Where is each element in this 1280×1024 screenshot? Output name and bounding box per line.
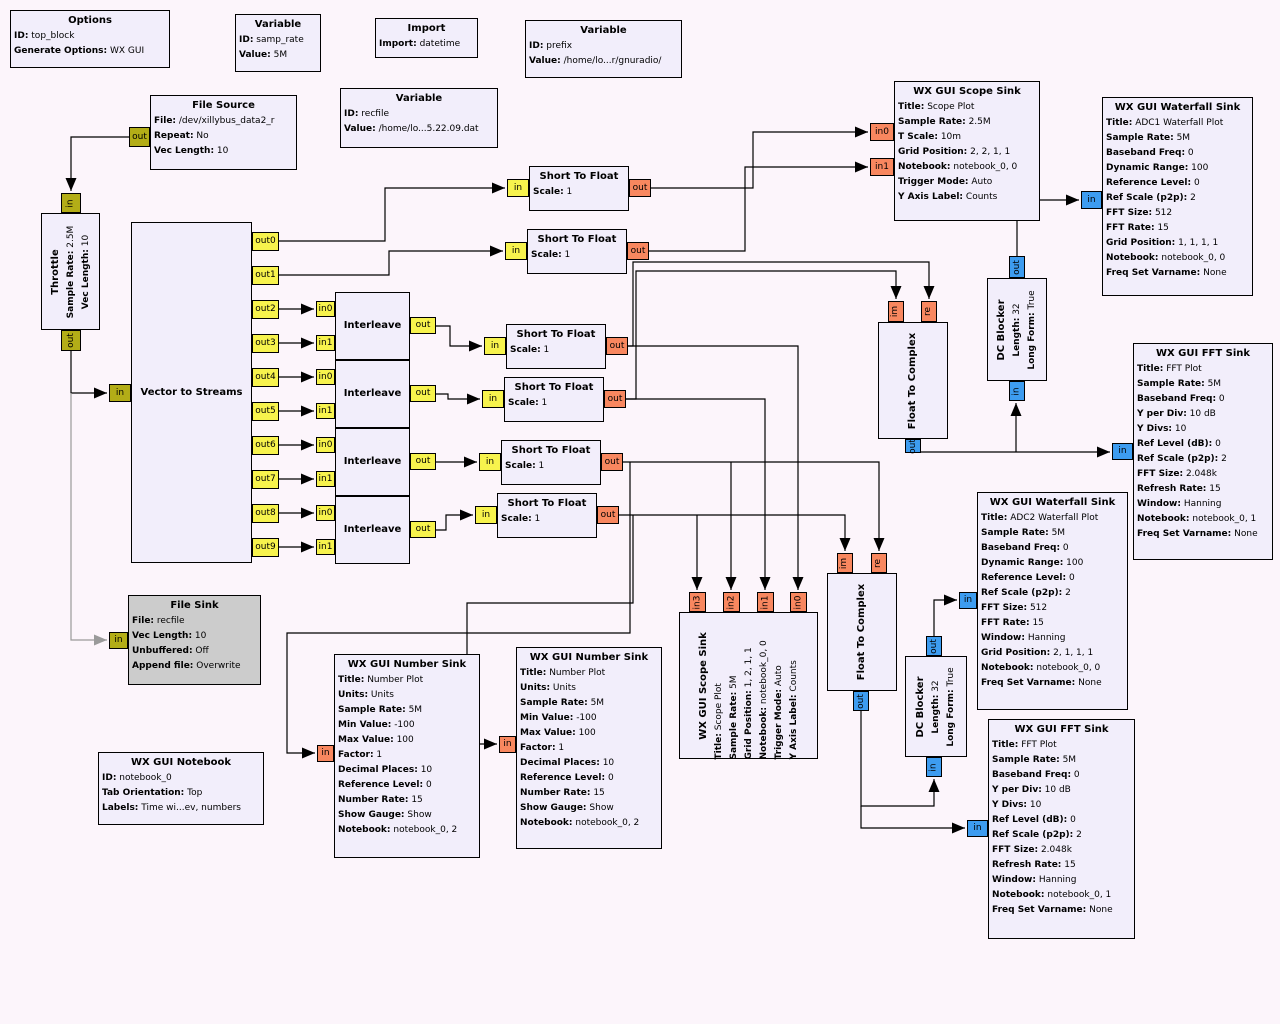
- block-throttle[interactable]: [41, 213, 100, 330]
- port-label: out2: [255, 304, 276, 314]
- port-label: in1: [760, 595, 770, 609]
- port-label: out4: [255, 372, 276, 382]
- port-label: in: [321, 748, 330, 758]
- port-v2s-out2[interactable]: [252, 300, 279, 319]
- port-label: out1: [255, 270, 276, 280]
- port-stf5-in[interactable]: [479, 453, 501, 471]
- block-title: DC Blocker: [996, 298, 1007, 361]
- connection-line: [71, 137, 129, 191]
- port-ftc2-im[interactable]: [837, 553, 853, 573]
- port-numbersink2-in[interactable]: [499, 736, 516, 753]
- port-waterfall1-in[interactable]: [1081, 191, 1102, 209]
- connection-arrowhead: [464, 457, 477, 468]
- block-params: Title: Scope Plot Sample Rate: 5M Grid Position: 1, 2, 1, 1 Notebook: notebook_0, 0 Trigger Mode: Auto Y Axis Label: Counts: [713, 639, 799, 759]
- block-number-sink-2[interactable]: [516, 647, 662, 849]
- connection-line: [279, 251, 503, 275]
- port-label: in: [115, 387, 125, 398]
- block-variable-prefix[interactable]: [525, 20, 682, 78]
- port-v2s-out1[interactable]: [252, 266, 279, 285]
- port-label: in0: [875, 126, 889, 137]
- port-label: out: [415, 524, 431, 534]
- port-stf6-out[interactable]: [597, 506, 619, 524]
- connection-arrowhead: [855, 162, 868, 173]
- block-params: Title: ADC1 Waterfall Plot Sample Rate: 5M Baseband Freq: 0 Dynamic Range: 100 Reference Level: 0 Ref Scale (p2p): 2 FFT Size: 512 FFT Rate: 15 Grid Position: 1, 1, 1, 1 Notebook: notebook_0, 0 Freq Set Varname: None: [1106, 118, 1227, 278]
- block-title: Short To Float: [511, 445, 591, 456]
- block-title: Throttle: [49, 248, 61, 295]
- block-params: Scale: 1: [533, 187, 573, 197]
- port-interleave3-out[interactable]: [410, 453, 436, 470]
- connection-arrowhead: [94, 635, 107, 646]
- port-v2s-out4[interactable]: [252, 368, 279, 387]
- block-scope-sink-2[interactable]: [679, 612, 818, 759]
- port-scope1-in0[interactable]: [870, 123, 894, 141]
- block-title: WX GUI Scope Sink: [913, 86, 1021, 97]
- block-title: File Source: [192, 100, 255, 111]
- port-label: in3: [692, 595, 702, 609]
- block-interleave-1[interactable]: [335, 292, 410, 360]
- connection-arrowhead: [94, 388, 107, 399]
- block-title: Short To Float: [516, 329, 596, 340]
- port-label: out: [415, 320, 431, 330]
- port-label: in: [1087, 194, 1096, 205]
- block-number-sink-1[interactable]: [334, 654, 480, 858]
- port-v2s-out9[interactable]: [252, 538, 279, 557]
- block-short-to-float-5[interactable]: [501, 440, 601, 485]
- connection-arrowhead: [460, 510, 473, 521]
- port-label: out: [609, 340, 625, 351]
- port-dcblocker2-in[interactable]: [926, 757, 942, 777]
- port-interleave1-in0[interactable]: [316, 301, 335, 317]
- connection-line: [279, 188, 505, 241]
- block-params: Scale: 1: [501, 514, 541, 524]
- port-stf4-in[interactable]: [482, 390, 504, 408]
- port-label: re: [923, 306, 934, 317]
- port-label: in0: [318, 371, 333, 382]
- port-stf4-out[interactable]: [604, 390, 626, 408]
- connection-line: [861, 806, 965, 828]
- block-variable-samp-rate[interactable]: [235, 14, 321, 72]
- port-stf5-out[interactable]: [601, 453, 623, 471]
- connection-line: [934, 600, 957, 636]
- port-v2s-out5[interactable]: [252, 402, 279, 421]
- connection-arrowhead: [301, 542, 314, 553]
- port-label: in: [490, 340, 500, 351]
- block-fft-sink-2[interactable]: [988, 719, 1135, 939]
- block-params: Scale: 1: [531, 250, 571, 260]
- block-variable-recfile[interactable]: [340, 88, 498, 148]
- block-title: Short To Float: [537, 234, 617, 245]
- connection-arrowhead: [1011, 403, 1022, 416]
- connection-arrowhead: [840, 538, 851, 551]
- port-label: in: [488, 393, 498, 404]
- connection-line: [626, 399, 765, 590]
- port-stf1-in[interactable]: [507, 179, 529, 197]
- connection-arrowhead: [891, 286, 902, 299]
- port-ftc2-out[interactable]: [853, 691, 869, 711]
- connection-arrowhead: [301, 372, 314, 383]
- block-params: Scale: 1: [508, 398, 548, 408]
- port-label: in: [928, 762, 939, 772]
- block-dc-blocker-1[interactable]: [987, 278, 1047, 381]
- block-params: ID: notebook_0 Tab Orientation: Top Labels: Time wi...ev, numbers: [102, 773, 241, 813]
- block-vector-to-streams[interactable]: [131, 222, 252, 563]
- connection-arrowhead: [301, 304, 314, 315]
- port-label: out3: [255, 338, 276, 348]
- block-title: Short To Float: [539, 171, 619, 182]
- block-fft-sink-1[interactable]: [1133, 343, 1273, 560]
- block-params: Length: 32 Long Form: True: [1012, 289, 1037, 370]
- connection-line: [436, 326, 482, 346]
- connection-arrowhead: [929, 779, 940, 792]
- connection-line: [628, 346, 798, 590]
- port-label: out: [928, 638, 939, 654]
- port-label: in: [513, 182, 523, 193]
- block-params: ID: recfile Value: /home/lo...5.22.09.dat: [344, 109, 479, 134]
- block-title: Options: [68, 15, 112, 26]
- block-title: Interleave: [343, 320, 402, 331]
- connection-arrowhead: [301, 338, 314, 349]
- port-scope2-in2[interactable]: [723, 592, 740, 612]
- port-label: in0: [318, 507, 333, 518]
- block-dc-blocker-2[interactable]: [905, 656, 967, 757]
- block-title: Variable: [254, 19, 302, 30]
- port-interleave4-out[interactable]: [410, 521, 436, 538]
- port-scope2-in3[interactable]: [689, 592, 706, 612]
- port-label: in2: [726, 595, 736, 609]
- connection-arrowhead: [492, 183, 505, 194]
- port-interleave3-in1[interactable]: [316, 471, 335, 487]
- block-short-to-float-1[interactable]: [529, 166, 629, 211]
- port-label: in: [973, 823, 982, 833]
- block-title: Short To Float: [514, 382, 594, 393]
- port-throttle-in[interactable]: [61, 193, 81, 213]
- block-params: Title: Number Plot Units: Units Sample Rate: 5M Min Value: -100 Max Value: 100 Factor: 1 Decimal Places: 10 Reference Level: 0 Number Rate: 15 Show Gauge: Show Notebook: notebook_0, 2: [520, 668, 640, 828]
- block-import[interactable]: [375, 18, 478, 58]
- block-short-to-float-6[interactable]: [497, 493, 597, 538]
- port-label: in: [1011, 386, 1022, 396]
- port-stf1-out[interactable]: [629, 179, 651, 197]
- port-v2s-out8[interactable]: [252, 504, 279, 523]
- port-filesink-in[interactable]: [109, 632, 128, 649]
- port-ftc1-im[interactable]: [888, 301, 904, 322]
- port-label: in: [65, 198, 76, 208]
- connection-arrowhead: [301, 508, 314, 519]
- block-title: Float To Complex: [856, 583, 867, 681]
- port-ftc1-re[interactable]: [921, 301, 937, 322]
- connection-arrowhead: [469, 341, 482, 352]
- port-interleave2-in1[interactable]: [316, 403, 335, 419]
- connection-arrowhead: [301, 440, 314, 451]
- port-v2s-out6[interactable]: [252, 436, 279, 455]
- block-title: WX GUI Number Sink: [529, 652, 649, 663]
- block-title: WX GUI Scope Sink: [697, 631, 709, 740]
- port-label: in: [511, 245, 521, 256]
- port-label: out: [600, 509, 616, 520]
- port-label: in1: [318, 473, 333, 484]
- port-label: in1: [318, 337, 333, 348]
- connection-arrowhead: [1097, 447, 1110, 458]
- connection-line: [623, 462, 879, 551]
- connection-arrowhead: [692, 577, 703, 590]
- block-params: Title: Scope Plot Sample Rate: 2.5M T Scale: 10m Grid Position: 2, 2, 1, 1 Notebook: notebook_0, 0 Trigger Mode: Auto Y Axis Label: Counts: [898, 102, 1018, 202]
- block-title: WX GUI FFT Sink: [1155, 348, 1251, 359]
- port-v2s-out0[interactable]: [252, 232, 279, 251]
- block-title: WX GUI Notebook: [130, 757, 232, 768]
- port-label: out9: [255, 542, 276, 552]
- port-label: in: [1118, 446, 1127, 456]
- connection-arrowhead: [952, 823, 965, 834]
- block-float-to-complex-2[interactable]: [827, 573, 897, 691]
- connection-arrowhead: [484, 739, 497, 750]
- port-label: im: [839, 557, 850, 569]
- block-title: WX GUI Waterfall Sink: [989, 497, 1116, 508]
- port-ftc1-out[interactable]: [905, 439, 921, 453]
- port-label: in: [114, 635, 123, 645]
- connection-line: [71, 351, 107, 393]
- block-wx-gui-notebook[interactable]: [98, 752, 264, 825]
- block-options[interactable]: [10, 10, 170, 68]
- port-interleave4-in0[interactable]: [316, 505, 335, 521]
- port-file-source-out[interactable]: [129, 127, 150, 147]
- port-label: out: [604, 456, 620, 467]
- block-title: Short To Float: [507, 498, 587, 509]
- block-params: ID: prefix Value: /home/lo...r/gnuradio/: [529, 41, 662, 66]
- port-label: out5: [255, 406, 276, 416]
- port-label: out: [607, 393, 623, 404]
- connection-arrowhead: [855, 127, 868, 138]
- port-interleave3-in0[interactable]: [316, 437, 335, 453]
- connection-line: [626, 271, 896, 399]
- port-v2s-out7[interactable]: [252, 470, 279, 489]
- port-interleave4-in1[interactable]: [316, 539, 335, 555]
- port-stf3-in[interactable]: [484, 337, 506, 355]
- port-label: re: [873, 558, 884, 568]
- port-dcblocker1-in[interactable]: [1009, 381, 1025, 401]
- block-title: Import: [407, 23, 446, 34]
- port-interleave2-out[interactable]: [410, 385, 436, 402]
- block-title: WX GUI Number Sink: [347, 659, 467, 670]
- block-params: ID: samp_rate Value: 5M: [239, 35, 304, 60]
- port-interleave1-in1[interactable]: [316, 335, 335, 351]
- port-waterfall2-in[interactable]: [959, 592, 977, 609]
- block-params: Scale: 1: [510, 345, 550, 355]
- connection-arrowhead: [301, 474, 314, 485]
- port-label: out: [132, 131, 147, 142]
- block-title: Interleave: [343, 524, 402, 535]
- connection-arrowhead: [490, 246, 503, 257]
- block-params: Title: Number Plot Units: Units Sample Rate: 5M Min Value: -100 Max Value: 100 Factor: 1 Decimal Places: 10 Reference Level: 0 Number Rate: 15 Show Gauge: Show Notebook: notebook_0, 2: [338, 675, 458, 835]
- port-label: out: [65, 333, 76, 348]
- port-interleave2-in0[interactable]: [316, 369, 335, 385]
- connection-arrowhead: [726, 577, 737, 590]
- block-title: Vector to Streams: [140, 386, 243, 398]
- port-label: out: [415, 456, 431, 466]
- port-label: in0: [318, 439, 333, 450]
- block-params: Sample Rate: 2.5M Vec Length: 10: [65, 225, 91, 318]
- block-interleave-4[interactable]: [335, 496, 410, 564]
- connection-arrowhead: [301, 406, 314, 417]
- port-dcblocker1-out[interactable]: [1009, 256, 1025, 278]
- block-title: File Sink: [170, 600, 219, 611]
- port-label: out: [855, 693, 866, 709]
- port-label: in1: [318, 405, 333, 416]
- connection-arrowhead: [924, 286, 935, 299]
- port-label: out: [1011, 259, 1022, 275]
- block-title: Variable: [395, 93, 443, 104]
- port-throttle-out[interactable]: [61, 330, 81, 351]
- block-short-to-float-3[interactable]: [506, 324, 606, 369]
- block-params: File: /dev/xillybus_data2_r Repeat: No Vec Length: 10: [154, 116, 275, 156]
- connection-line: [651, 132, 868, 188]
- port-label: in: [485, 456, 495, 467]
- block-title: DC Blocker: [915, 675, 926, 738]
- block-interleave-2[interactable]: [335, 360, 410, 428]
- connection-arrowhead: [467, 394, 480, 405]
- port-interleave1-out[interactable]: [410, 317, 436, 334]
- port-label: in0: [793, 595, 803, 609]
- block-file-sink[interactable]: [128, 595, 261, 685]
- block-params: Title: FFT Plot Sample Rate: 5M Baseband Freq: 0 Y per Div: 10 dB Y Divs: 10 Ref Level (dB): 0 Ref Scale (p2p): 2 FFT Size: 2.048k Refresh Rate: 15 Window: Hanning Notebook: notebook_0, 1 Freq Set Varname: None: [992, 740, 1113, 915]
- block-waterfall-sink-1[interactable]: [1102, 97, 1253, 296]
- block-float-to-complex-1[interactable]: [878, 322, 948, 439]
- connection-line: [649, 167, 868, 251]
- connection-arrowhead: [793, 577, 804, 590]
- port-label: in: [503, 739, 512, 749]
- block-title: Interleave: [343, 388, 402, 399]
- block-file-source[interactable]: [150, 95, 297, 170]
- port-label: out: [632, 182, 648, 193]
- port-label: out8: [255, 508, 276, 518]
- port-label: im: [890, 305, 901, 318]
- port-label: out: [415, 388, 431, 398]
- block-scope-sink-1[interactable]: [894, 81, 1040, 221]
- port-label: out0: [255, 236, 276, 246]
- connection-arrowhead: [944, 595, 957, 606]
- connection-arrowhead: [302, 748, 315, 759]
- connection-line: [619, 515, 845, 551]
- port-fft2-in[interactable]: [967, 820, 988, 837]
- connection-arrowhead: [66, 178, 77, 191]
- port-ftc2-re[interactable]: [871, 553, 887, 573]
- port-label: out: [907, 438, 918, 454]
- block-title: Variable: [580, 25, 627, 36]
- block-interleave-3[interactable]: [335, 428, 410, 496]
- port-v2s-in[interactable]: [109, 384, 131, 402]
- port-label: in1: [318, 541, 333, 552]
- connection-arrowhead: [1066, 195, 1079, 206]
- port-label: in: [481, 509, 491, 520]
- port-label: in0: [318, 303, 333, 314]
- block-title: WX GUI FFT Sink: [1014, 724, 1109, 735]
- block-params: Title: FFT Plot Sample Rate: 5M Baseband Freq: 0 Y per Div: 10 dB Y Divs: 10 Ref Level (dB): 0 Ref Scale (p2p): 2 FFT Size: 2.048k Refresh Rate: 15 Window: Hanning Notebook: notebook_0, 1 Freq Set Varname: None: [1137, 364, 1258, 539]
- block-params: File: recfile Vec Length: 10 Unbuffered: Off Append file: Overwrite: [132, 616, 241, 671]
- port-label: out: [630, 245, 646, 256]
- connection-arrowhead: [874, 538, 885, 551]
- connection-line: [71, 393, 107, 640]
- port-numbersink1-in[interactable]: [317, 745, 334, 762]
- block-params: ID: top_block Generate Options: WX GUI: [14, 31, 145, 56]
- connection-arrowhead: [760, 577, 771, 590]
- block-params: Title: ADC2 Waterfall Plot Sample Rate: 5M Baseband Freq: 0 Dynamic Range: 100 Reference Level: 0 Ref Scale (p2p): 2 FFT Size: 512 FFT Rate: 15 Window: Hanning Grid Position: 2, 1, 1, 1 Notebook: notebook_0, 0 Freq Set Varname: None: [981, 513, 1102, 688]
- port-label: out6: [255, 440, 276, 450]
- port-fft1-in[interactable]: [1112, 443, 1133, 460]
- port-label: in: [963, 595, 973, 605]
- port-dcblocker2-out[interactable]: [926, 636, 942, 656]
- port-scope2-in0[interactable]: [790, 592, 807, 612]
- port-stf3-out[interactable]: [606, 337, 628, 355]
- port-scope1-in1[interactable]: [870, 158, 894, 176]
- block-params: Scale: 1: [505, 461, 545, 471]
- block-title: Float To Complex: [907, 332, 918, 429]
- port-label: in1: [875, 161, 889, 172]
- block-short-to-float-2[interactable]: [527, 229, 627, 274]
- block-params: Import: datetime: [379, 39, 461, 49]
- port-stf2-out[interactable]: [627, 242, 649, 260]
- port-v2s-out3[interactable]: [252, 334, 279, 353]
- port-scope2-in1[interactable]: [757, 592, 774, 612]
- block-waterfall-sink-2[interactable]: [977, 492, 1128, 710]
- port-stf6-in[interactable]: [475, 506, 497, 524]
- block-short-to-float-4[interactable]: [504, 377, 604, 422]
- block-params: Length: 32 Long Form: True: [931, 666, 956, 747]
- block-title: Interleave: [343, 456, 402, 467]
- port-stf2-in[interactable]: [505, 242, 527, 260]
- port-label: out7: [255, 474, 276, 484]
- connection-line: [913, 452, 1110, 453]
- block-title: WX GUI Waterfall Sink: [1114, 102, 1241, 113]
